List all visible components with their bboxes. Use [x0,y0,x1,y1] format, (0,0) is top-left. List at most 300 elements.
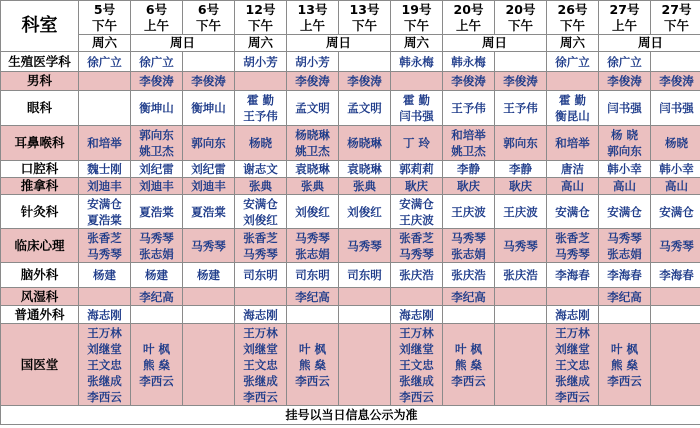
day-header [339,1,391,35]
doctor-name: 熊 燊 [142,357,170,372]
doctor-cell [599,288,651,306]
doctor-cell [339,306,391,324]
doctor-name: 王文忠 [87,357,122,372]
dept-name: 推拿科 [1,178,79,195]
dept-name: 口腔科 [1,161,79,178]
doctor-cell [235,161,287,178]
doctor-cell [443,126,495,161]
day-date: 6号 [145,1,168,17]
doctor-cell [183,229,235,263]
doctor-name: 海志刚 [243,307,278,322]
day-date: 20号 [505,1,536,17]
doctor-cell [443,72,495,91]
doctor-cell [443,195,495,229]
doctor-name: 和培举 [555,136,590,150]
doctor-cell [391,178,443,195]
doctor-name: 李俊涛 [451,74,486,88]
doctor-name: 姚卫杰 [295,144,330,158]
doctor-name: 谢志文 [243,162,278,176]
day-header [651,1,700,35]
dept-row [1,306,700,324]
day-period: 上午 [455,17,481,33]
doctor-cell [651,324,700,406]
dept-row [1,126,700,161]
doctor-cell [183,306,235,324]
doctor-name: 霍 勤 [402,93,430,107]
doctor-name: 李西云 [139,373,174,388]
doctor-cell [79,288,131,306]
doctor-cell [443,52,495,72]
doctor-name: 刘迪丰 [87,179,122,193]
dept-name: 针灸科 [1,195,79,229]
weekday-label: 周六 [391,35,443,52]
doctor-name: 李纪高 [607,289,642,304]
doctor-cell [131,91,183,126]
day-header [287,1,339,35]
doctor-name: 李西云 [87,389,122,404]
doctor-cell [599,52,651,72]
dept-name: 普通外科 [1,306,79,324]
doctor-name: 郭向东 [607,144,642,158]
dept-row [1,195,700,229]
doctor-name: 耿庆 [509,179,532,193]
doctor-cell [651,263,700,288]
doctor-name: 郭向东 [191,136,226,150]
doctor-cell [443,306,495,324]
day-date: 5号 [93,1,116,17]
doctor-cell [495,263,547,288]
doctor-cell [391,229,443,263]
doctor-cell [651,288,700,306]
doctor-cell [79,52,131,72]
doctor-cell [79,229,131,263]
doctor-name: 张香芝 [243,230,278,245]
doctor-name: 马秀琴 [243,246,278,261]
doctor-cell [131,178,183,195]
doctor-name: 张庆浩 [451,268,486,282]
doctor-cell [443,288,495,306]
dept-row [1,178,700,195]
doctor-cell [287,178,339,195]
doctor-name: 马秀琴 [607,230,642,245]
dept-row [1,161,700,178]
doctor-name: 王庆波 [399,212,434,227]
doctor-name: 李静 [509,162,532,176]
doctor-name: 高山 [561,179,584,193]
doctor-name: 杨晓琳 [295,128,330,142]
doctor-name: 郭莉莉 [399,162,434,176]
doctor-name: 韩小幸 [659,162,694,176]
doctor-cell [131,161,183,178]
doctor-cell [183,178,235,195]
day-period: 上午 [299,17,325,33]
doctor-name: 张庆浩 [399,268,434,282]
doctor-cell [495,288,547,306]
doctor-name: 李西云 [295,373,330,388]
doctor-cell [235,263,287,288]
dept-name: 男科 [1,72,79,91]
doctor-cell [235,195,287,229]
doctor-cell [339,178,391,195]
doctor-name: 李纪高 [295,289,330,304]
doctor-cell [391,195,443,229]
doctor-cell [183,288,235,306]
doctor-name: 姚卫杰 [139,144,174,158]
doctor-name: 衡坤山 [191,101,226,115]
doctor-name: 耿庆 [457,179,480,193]
header-weekday-row [1,35,700,52]
day-date: 19号 [401,1,432,17]
doctor-name: 熊 燊 [454,357,482,372]
doctor-name: 马秀琴 [87,246,122,261]
doctor-name: 和培举 [87,136,122,150]
doctor-cell [495,195,547,229]
day-period: 下午 [559,17,585,33]
doctor-cell [183,161,235,178]
doctor-cell [79,161,131,178]
doctor-name: 王文忠 [243,357,278,372]
doctor-cell [287,195,339,229]
doctor-cell [651,306,700,324]
doctor-name: 徐广立 [139,54,174,69]
doctor-name: 王文忠 [555,357,590,372]
day-date: 27号 [609,1,640,17]
doctor-cell [287,263,339,288]
dept-row [1,288,700,306]
day-date: 12号 [245,1,276,17]
doctor-name: 胡小芳 [243,54,278,69]
doctor-name: 夏浩棠 [87,212,122,227]
doctor-cell [599,229,651,263]
doctor-cell [547,306,599,324]
weekday-label: 周六 [547,35,599,52]
doctor-name: 刘纪雷 [139,162,174,176]
doctor-name: 叶 枫 [298,341,326,356]
doctor-name: 王文忠 [399,357,434,372]
doctor-name: 李海春 [659,268,694,282]
doctor-name: 张志娟 [295,246,330,261]
day-period: 下午 [247,17,273,33]
doctor-name: 李西云 [399,389,434,404]
doctor-cell [287,126,339,161]
doctor-cell [287,229,339,263]
doctor-cell [547,52,599,72]
doctor-name: 王予伟 [451,101,486,115]
doctor-name: 郭向东 [139,128,174,142]
doctor-name: 刘继堂 [399,341,434,356]
doctor-cell [495,229,547,263]
doctor-name: 刘俊红 [243,212,278,227]
doctor-cell [599,72,651,91]
doctor-cell [235,288,287,306]
doctor-cell [131,229,183,263]
doctor-cell [79,178,131,195]
doctor-cell [235,126,287,161]
doctor-cell [547,288,599,306]
dept-name: 临床心理 [1,229,79,263]
doctor-name: 王庆波 [451,204,486,219]
day-period: 上午 [611,17,637,33]
day-period: 下午 [91,17,117,33]
doctor-cell [183,126,235,161]
doctor-name: 海志刚 [555,307,590,322]
doctor-name: 王予伟 [503,101,538,115]
dept-row [1,263,700,288]
dept-name: 脑外科 [1,263,79,288]
doctor-cell [339,263,391,288]
doctor-cell [287,91,339,126]
doctor-name: 闫书强 [399,109,434,123]
doctor-cell [443,91,495,126]
doctor-name: 徐广立 [555,54,590,69]
doctor-cell [79,263,131,288]
doctor-cell [599,178,651,195]
doctor-name: 杨建 [197,268,220,282]
doctor-cell [599,306,651,324]
doctor-name: 马秀琴 [399,246,434,261]
day-header [443,1,495,35]
doctor-cell [287,324,339,406]
doctor-name: 刘俊红 [347,204,382,219]
day-header [183,1,235,35]
doctor-cell [391,288,443,306]
doctor-cell [79,72,131,91]
weekday-label: 周日 [599,35,700,52]
doctor-name: 胡小芳 [295,54,330,69]
doctor-name: 李西云 [607,373,642,388]
doctor-name: 司东明 [295,268,330,282]
dept-name: 耳鼻喉科 [1,126,79,161]
doctor-cell [599,91,651,126]
doctor-name: 海志刚 [399,307,434,322]
doctor-name: 夏浩棠 [139,204,174,219]
doctor-name: 孟文明 [295,101,330,115]
doctor-cell [443,229,495,263]
doctor-cell [131,324,183,406]
doctor-name: 张继成 [555,373,590,388]
doctor-name: 夏浩棠 [191,204,226,219]
doctor-cell [443,178,495,195]
day-date: 13号 [349,1,380,17]
doctor-cell [235,306,287,324]
dept-name: 生殖医学科 [1,52,79,72]
doctor-cell [131,195,183,229]
weekday-label: 周日 [287,35,391,52]
doctor-name: 杨建 [145,268,168,282]
doctor-cell [287,306,339,324]
doctor-name: 霍 勤 [246,93,274,107]
doctor-name: 徐广立 [607,54,642,69]
doctor-name: 司东明 [347,268,382,282]
doctor-name: 王万林 [555,325,590,340]
doctor-name: 张香芝 [555,230,590,245]
doctor-cell [235,178,287,195]
doctor-cell [183,72,235,91]
doctor-cell [79,126,131,161]
doctor-cell [339,161,391,178]
weekday-label: 周日 [131,35,235,52]
doctor-name: 徐广立 [87,54,122,69]
dept-row [1,91,700,126]
day-header [495,1,547,35]
day-header [599,1,651,35]
doctor-cell [235,324,287,406]
doctor-name: 刘继堂 [555,341,590,356]
doctor-name: 李西云 [451,373,486,388]
doctor-cell [495,52,547,72]
doctor-cell [339,91,391,126]
doctor-name: 耿庆 [405,179,428,193]
doctor-name: 张典 [301,179,324,193]
day-period: 上午 [143,17,169,33]
doctor-name: 熊 燊 [298,357,326,372]
doctor-cell [599,126,651,161]
doctor-name: 张志娟 [139,246,174,261]
doctor-name: 郭向东 [503,136,538,150]
doctor-cell [131,52,183,72]
doctor-name: 李纪高 [451,289,486,304]
doctor-name: 刘继堂 [243,341,278,356]
doctor-name: 闫书强 [607,101,642,115]
doctor-name: 袁晓琳 [347,162,382,176]
doctor-cell [79,306,131,324]
doctor-name: 衡昆山 [555,109,590,123]
doctor-cell [651,178,700,195]
day-period: 下午 [195,17,221,33]
doctor-name: 张典 [249,179,272,193]
doctor-name: 李西云 [555,389,590,404]
doctor-name: 高山 [613,179,636,193]
doctor-name: 安满仓 [87,196,122,211]
doctor-cell [287,288,339,306]
dept-row [1,229,700,263]
doctor-name: 韩永梅 [451,54,486,69]
doctor-name: 李纪高 [139,289,174,304]
doctor-name: 张香芝 [87,230,122,245]
doctor-name: 霍 勤 [558,93,586,107]
day-date: 13号 [297,1,328,17]
doctor-name: 李俊涛 [191,74,226,88]
doctor-name: 司东明 [243,268,278,282]
doctor-name: 张继成 [399,373,434,388]
footer-row [1,406,700,425]
doctor-cell [391,263,443,288]
doctor-name: 海志刚 [87,307,122,322]
footer-note: 挂号以当日信息公示为准 [1,406,700,425]
doctor-cell [547,195,599,229]
doctor-name: 丁 玲 [402,136,430,150]
doctor-name: 刘俊红 [295,204,330,219]
doctor-cell [651,52,700,72]
doctor-name: 魏士刚 [87,162,122,176]
day-date: 20号 [453,1,484,17]
doctor-name: 张继成 [87,373,122,388]
doctor-cell [131,126,183,161]
doctor-name: 刘继堂 [87,341,122,356]
doctor-cell [79,91,131,126]
doctor-name: 叶 枫 [610,341,638,356]
doctor-name: 王万林 [243,325,278,340]
doctor-cell [183,195,235,229]
doctor-cell [495,178,547,195]
doctor-name: 马秀琴 [659,238,694,253]
day-period: 下午 [403,17,429,33]
doctor-name: 叶 枫 [454,341,482,356]
dept-name: 国医堂 [1,324,79,406]
doctor-cell [547,91,599,126]
doctor-name: 姚卫杰 [451,144,486,158]
doctor-cell [547,229,599,263]
doctor-cell [339,288,391,306]
doctor-name: 安满仓 [243,196,278,211]
doctor-cell [183,52,235,72]
doctor-name: 王万林 [399,325,434,340]
doctor-name: 杨晓 [249,136,272,150]
doctor-cell [547,324,599,406]
doctor-cell [391,52,443,72]
doctor-name: 杨建 [93,268,116,282]
doctor-name: 张志娟 [607,246,642,261]
doctor-name: 马秀琴 [191,238,226,253]
doctor-name: 刘迪丰 [191,179,226,193]
doctor-cell [183,91,235,126]
doctor-cell [79,195,131,229]
doctor-cell [391,324,443,406]
doctor-name: 安满仓 [399,196,434,211]
doctor-cell [495,324,547,406]
doctor-name: 张香芝 [399,230,434,245]
day-period: 下午 [663,17,689,33]
doctor-name: 唐洁 [561,162,584,176]
doctor-cell [391,306,443,324]
doctor-cell [339,324,391,406]
doctor-cell [287,161,339,178]
doctor-cell [651,195,700,229]
doctor-name: 韩永梅 [399,54,434,69]
doctor-name: 马秀琴 [555,246,590,261]
doctor-name: 杨 晓 [610,128,638,142]
doctor-cell [287,72,339,91]
doctor-cell [495,72,547,91]
doctor-name: 韩小幸 [607,162,642,176]
doctor-cell [183,324,235,406]
corner-label: 科室 [1,1,79,52]
day-date: 6号 [197,1,220,17]
doctor-cell [495,306,547,324]
day-header [79,1,131,35]
doctor-cell [391,91,443,126]
doctor-name: 李俊涛 [607,74,642,88]
doctor-cell [651,126,700,161]
doctor-cell [443,161,495,178]
doctor-name: 李俊涛 [295,74,330,88]
doctor-name: 马秀琴 [503,238,538,253]
doctor-cell [79,324,131,406]
doctor-cell [599,195,651,229]
doctor-cell [495,91,547,126]
doctor-cell [443,263,495,288]
doctor-name: 安满仓 [659,204,694,219]
doctor-cell [339,72,391,91]
doctor-cell [131,263,183,288]
doctor-name: 安满仓 [607,204,642,219]
day-period: 下午 [507,17,533,33]
doctor-name: 张继成 [243,373,278,388]
doctor-name: 张庆浩 [503,268,538,282]
day-header [235,1,287,35]
day-header [547,1,599,35]
header-date-row [1,1,700,35]
